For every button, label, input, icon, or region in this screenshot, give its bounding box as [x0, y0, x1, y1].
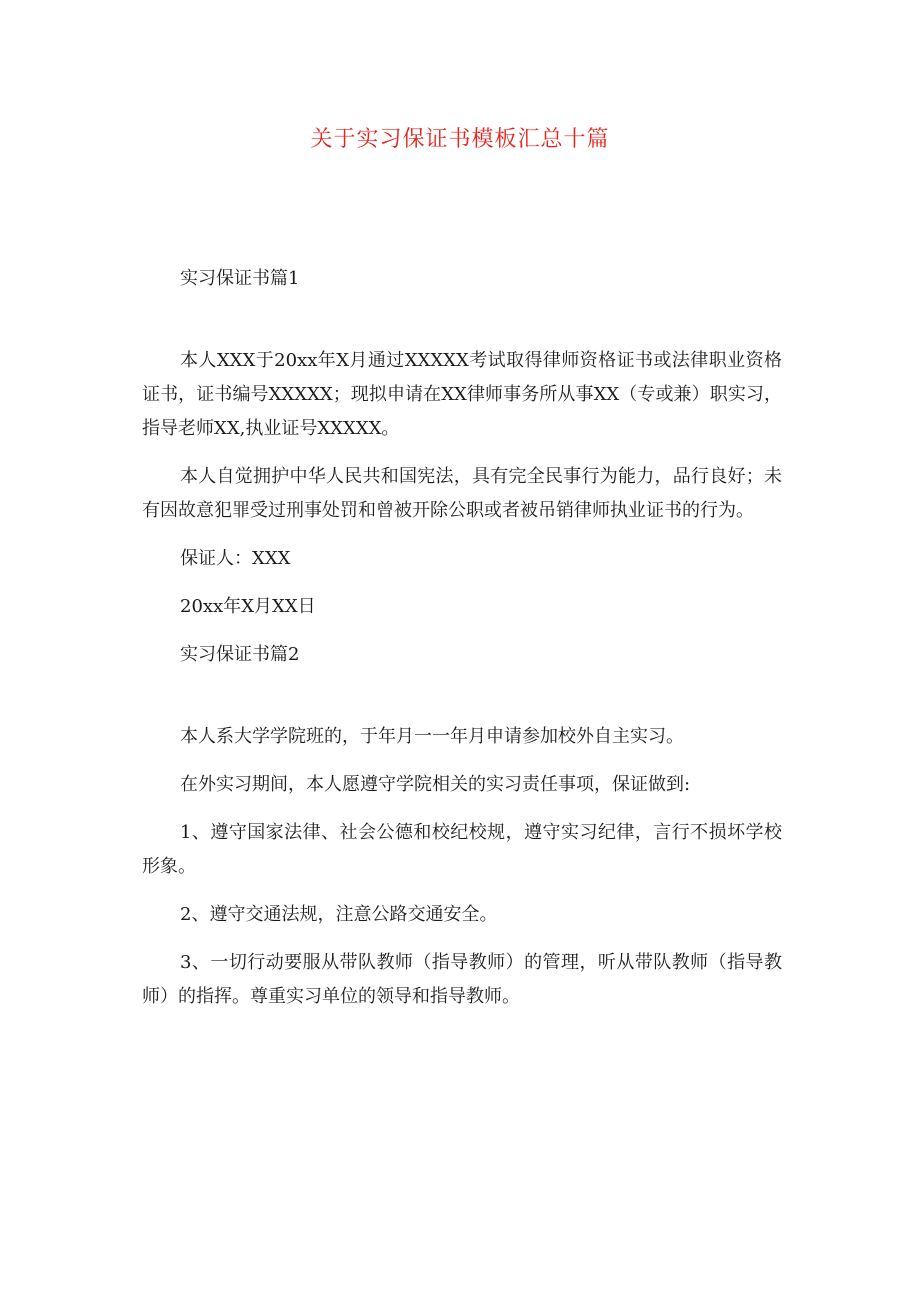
list-item: 2、遵守交通法规，注意公路交通安全。 [180, 904, 498, 925]
document-title: 关于实习保证书模板汇总十篇 [310, 127, 610, 152]
date-line: 20xx年X月XX日 [180, 596, 316, 617]
document-body [142, 262, 782, 1028]
guarantor-line: 保证人：XXX [180, 548, 291, 569]
list-item: 3、一切行动要服从带队教师（指导教师）的管理，听从带队教师（指导教师）的指挥。尊重实习单位的领导和指导教师。 [142, 952, 782, 1007]
paragraph: 在外实习期间，本人愿遵守学院相关的实习责任事项，保证做到: [180, 774, 691, 795]
list-item: 1、遵守国家法律、社会公德和校纪校规，遵守实习纪律，言行不损坏学校形象。 [142, 822, 782, 877]
paragraph: 本人系大学学院班的，于年月一一年月申请参加校外自主实习。 [180, 726, 684, 747]
paragraph: 本人XXX于20xx年X月通过XXXXX考试取得律师资格证书或法律职业资格证书，证书编号XXXXX；现拟申请在XX律师事务所从事XX（专或兼）职实习，指导老师XX,执业证号XXXXX。 [142, 350, 782, 439]
section-heading-2: 实习保证书篇2 [180, 644, 300, 665]
paragraph: 本人自觉拥护中华人民共和国宪法，具有完全民事行为能力，品行良好；未有因故意犯罪受过刑事处罚和曾被开除公职或者被吊销律师执业证书的行为。 [142, 466, 782, 521]
section-heading-1: 实习保证书篇1 [180, 268, 300, 289]
